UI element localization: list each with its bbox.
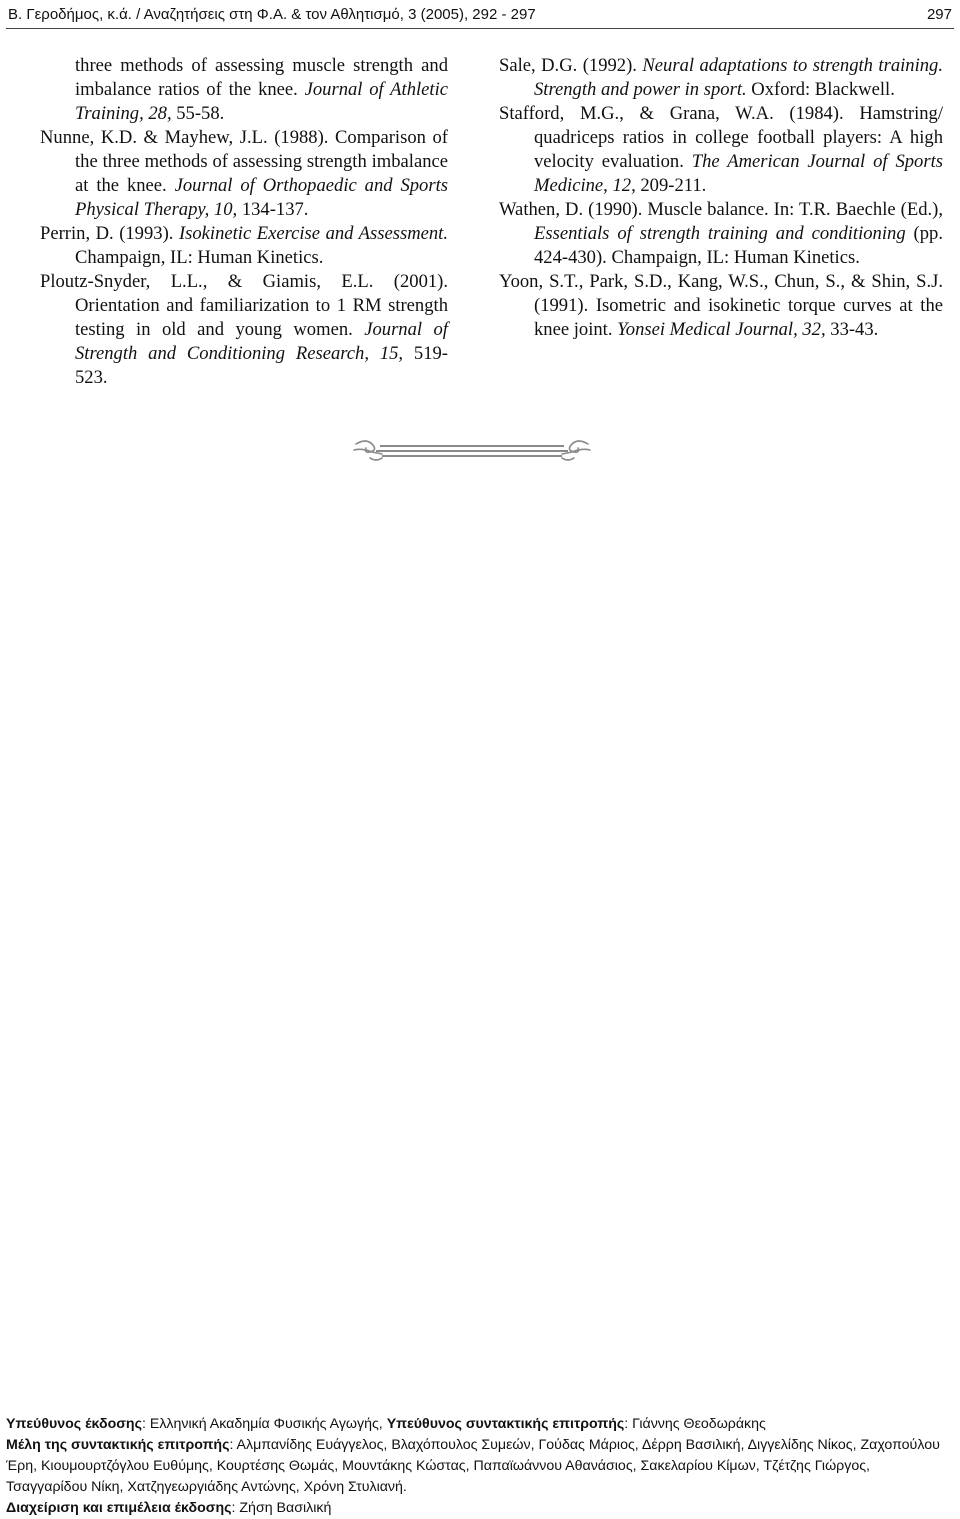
reference-entry	[499, 102, 943, 198]
header-rule	[6, 28, 954, 29]
page-number: 297	[926, 6, 952, 23]
reference-source: The American Journal of Sports Medicine, 12,	[534, 151, 943, 196]
reference-text: Stafford, M.G., & Grana, W.A. (1984). Hamstring/ quadriceps ratios in college football players: A high velocity evaluation.	[499, 103, 943, 172]
footer-role-label: Διαχείριση και επιμέλεια έκδοσης	[6, 1500, 232, 1516]
section-end-ornament	[352, 436, 592, 466]
reference-pages: 519-523.	[75, 343, 448, 388]
reference-text: Ploutz-Snyder, L.L., & Giamis, E.L. (2001). Orientation and familiarization to 1 RM strength testing in old and young women.	[40, 271, 448, 340]
reference-entry	[499, 198, 943, 270]
references-left-column	[40, 54, 448, 390]
reference-source: Essentials of strength training and conditioning	[534, 223, 906, 244]
reference-text: Yoon, S.T., Park, S.D., Kang, W.S., Chun, S., & Shin, S.J. (1991). Isometric and isokinetic torque curves at the knee joint.	[499, 271, 943, 340]
reference-pages: 33-43.	[825, 319, 879, 340]
reference-pages: 134-137.	[237, 199, 309, 220]
reference-source: Isokinetic Exercise and Assessment.	[178, 223, 448, 244]
reference-pages: Champaign, IL: Human Kinetics.	[75, 247, 324, 268]
running-title: Β. Γεροδήμος, κ.ά. / Αναζητήσεις στη Φ.Α. & τον Αθλητισμό, 3 (2005), 292 - 297	[8, 6, 536, 23]
footer-names: : Γιάννης Θεοδωράκης	[624, 1416, 766, 1432]
footer-role-label: Υπεύθυνος συντακτικής επιτροπής	[386, 1416, 625, 1432]
footer-names: : Αλμπανίδης Ευάγγελος, Βλαχόπουλος Συμεών, Γούδας Μάριος, Δέρρη Βασιλική, Διγγελίδης Νίκος, Ζαχοπούλου Έρη, Κιουμουρτζόγλου Ευθύμης, Κουρτέσης Θωμάς, Μουντάκης Κώστας, Παπαϊωάννου Αθανάσιος, Σακελαρίου Κίμων, Τζέτζης Γιώργος, Τσαγγαρίδου Νίκη, Χατζηγεωργιάδης Αντώνης, Χρόνη Στυλιανή.	[6, 1437, 940, 1495]
footer-line	[6, 1435, 954, 1498]
reference-text: Sale, D.G. (1992).	[499, 55, 643, 76]
reference-text: Perrin, D. (1993).	[40, 223, 179, 244]
reference-entry	[40, 126, 448, 222]
editorial-footer	[6, 1414, 954, 1519]
reference-pages: 209-211.	[635, 175, 707, 196]
footer-names: : Ζήση Βασιλική	[231, 1500, 332, 1516]
reference-source: Neural adaptations to strength training. Strength and power in sport.	[534, 55, 943, 100]
reference-entry	[40, 54, 448, 126]
footer-role-label: Υπεύθυνος έκδοσης	[6, 1416, 142, 1432]
reference-text: Wathen, D. (1990). Muscle balance. In: T.R. Baechle (Ed.),	[499, 199, 943, 220]
reference-entry	[40, 270, 448, 390]
reference-pages: 55-58.	[171, 103, 225, 124]
footer-line	[6, 1414, 954, 1435]
reference-entry	[499, 270, 943, 342]
reference-source: Journal of Strength and Conditioning Research, 15,	[75, 319, 448, 364]
reference-entry	[40, 222, 448, 270]
reference-text: Nunne, K.D. & Mayhew, J.L. (1988). Comparison of the three methods of assessing strength imbalance at the knee.	[40, 127, 448, 196]
running-header	[8, 6, 952, 23]
reference-source: Journal of Orthopaedic and Sports Physical Therapy, 10,	[75, 175, 448, 220]
reference-text: three methods of assessing muscle strength and imbalance ratios of the knee.	[75, 55, 448, 100]
footer-names: : Ελληνική Ακαδημία Φυσικής Αγωγής,	[141, 1416, 387, 1432]
footer-line	[6, 1498, 954, 1519]
references-right-column	[499, 54, 943, 342]
reference-source: Yonsei Medical Journal, 32,	[617, 319, 826, 340]
footer-role-label: Μέλη της συντακτικής επιτροπής	[6, 1437, 230, 1453]
reference-pages: (pp. 424-430). Champaign, IL: Human Kinetics.	[534, 223, 943, 268]
reference-pages: Oxford: Blackwell.	[746, 79, 895, 100]
reference-entry	[499, 54, 943, 102]
reference-source: Journal of Athletic Training, 28,	[75, 79, 449, 124]
